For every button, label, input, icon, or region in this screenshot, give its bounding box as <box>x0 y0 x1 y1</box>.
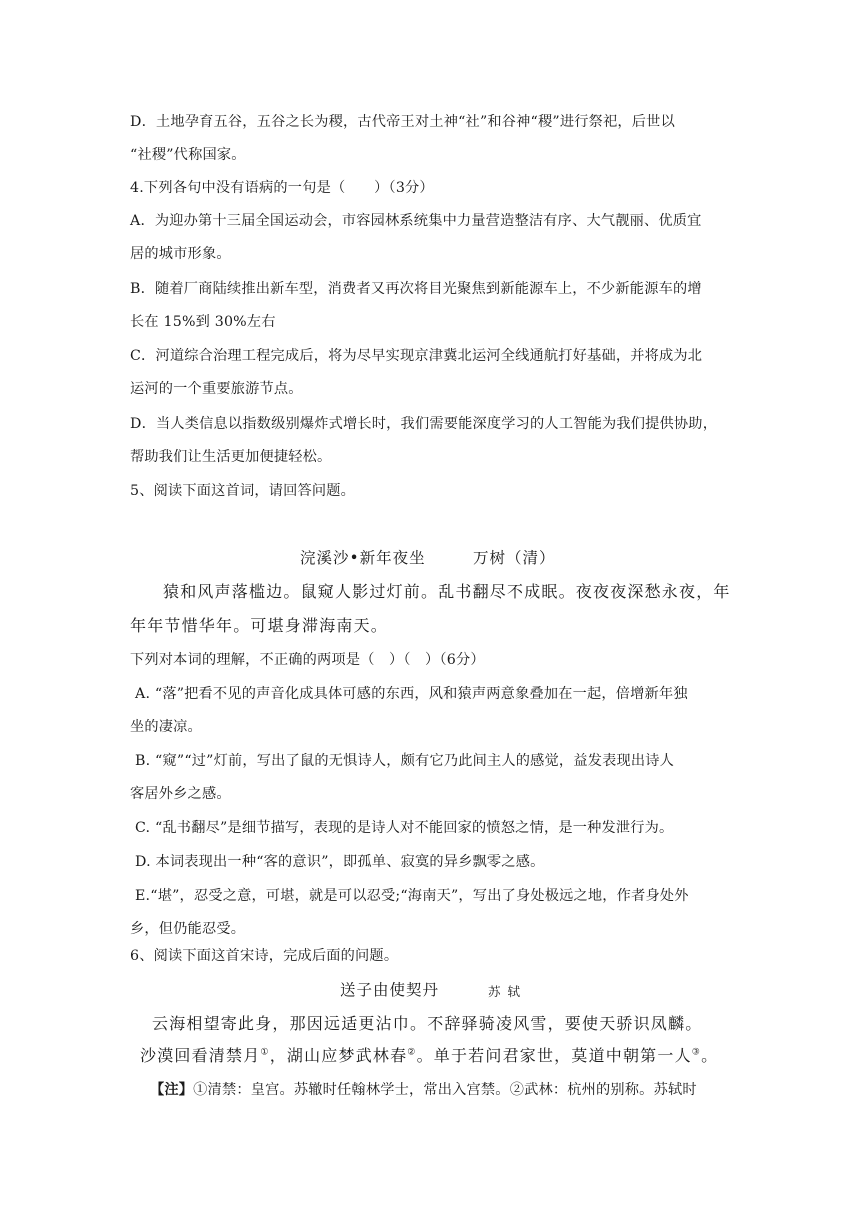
q5-option-e-line2: 乡，但仍能忍受。 <box>130 921 246 937</box>
q4-option-c-line1: C．河道综合治理工程完成后，将为尽早实现京津冀北运河全线通航打好基础，并将成为北 <box>130 348 703 364</box>
q5-option-e-line1: E.“堪”，忍受之意，可堪，就是可以忍受;“海南天”，写出了身处极远之地，作者身处外 <box>135 888 689 904</box>
footnote-marker-3: ③ <box>691 1047 702 1058</box>
footnote-marker-2: ② <box>407 1047 417 1058</box>
q5-question: 下列对本词的理解，不正确的两项是（ ）（ ）（6分） <box>130 652 485 668</box>
q6-poem-title: 送子由使契丹 <box>340 981 440 999</box>
q5-option-a-line1: A. “落”把看不见的声音化成具体可感的东西，风和猿声两意象叠加在一起，倍增新年独 <box>135 686 688 702</box>
q5-option-b-line2: 客居外乡之感。 <box>130 786 231 802</box>
q3-option-d-line2: “社稷”代称国家。 <box>130 147 246 163</box>
q5-option-a-line2: 坐的凄凉。 <box>130 719 202 735</box>
q6-line2-part1: 沙漠回看清禁月 <box>140 1046 261 1065</box>
q4-option-d-line2: 帮助我们让生活更加便捷轻松。 <box>130 449 332 465</box>
q4-option-a-line1: A．为迎办第十三届全国运动会，市容园林系统集中力量营造整洁有序、大气靓丽、优质宜 <box>130 213 702 229</box>
note-text: ①清禁：皇宫。苏辙时任翰林学士，常出入宫禁。②武林：杭州的别称。苏轼时 <box>193 1082 697 1098</box>
q5-poem-line1: 猿和风声落槛边。鼠窥人影过灯前。乱书翻尽不成眠。夜夜夜深愁永夜，年 <box>163 582 731 601</box>
footnote-marker-1: ① <box>260 1047 270 1058</box>
q4-option-b-line1: B．随着厂商陆续推出新车型，消费者又再次将目光聚焦到新能源车上，不少新能源车的增 <box>130 281 702 297</box>
q6-line2-part3: 。单于若问君家世，莫道中朝第一人 <box>416 1046 692 1065</box>
q5-option-c: C. “乱书翻尽”是细节描写，表现的是诗人对不能回家的愤怒之情，是一种发泄行为。 <box>135 820 674 836</box>
q5-stem: 5、阅读下面这首词，请回答问题。 <box>130 483 356 499</box>
q5-poem-line2: 年年节惜华年。可堪身滞海南天。 <box>130 616 389 635</box>
q3-option-d-line1: D．土地孕育五谷，五谷之长为稷，古代帝王对土神“社”和谷神“稷”进行祭祀，后世以 <box>130 114 675 130</box>
q5-poem-title: 浣溪沙•新年夜坐 <box>300 549 426 567</box>
q6-stem: 6、阅读下面这首宋诗，完成后面的问题。 <box>130 948 399 964</box>
q4-stem: 4.下列各句中没有语病的一句是（ ）（3分） <box>130 180 434 196</box>
q6-poem-author: 苏 轼 <box>488 984 522 999</box>
q6-poem-line1: 云海相望寄此身，那因远适更沾巾。不辞驿骑凌风雪，要使天骄识凤麟。 <box>152 1014 703 1033</box>
q5-poem-author: 万树（清） <box>473 549 556 567</box>
q6-line2-part2: ，湖山应梦武林春 <box>269 1046 408 1065</box>
q4-option-c-line2: 运河的一个重要旅游节点。 <box>130 381 303 397</box>
q5-option-b-line1: B. “窥”“过”灯前，写出了鼠的无惧诗人，颇有它乃此间主人的感觉，益发表现出诗人 <box>135 753 675 769</box>
q6-poem-line2 <box>140 1046 718 1066</box>
q5-option-d: D. 本词表现出一种“客的意识”，即孤单、寂寞的异乡飘零之感。 <box>135 854 545 870</box>
q4-option-a-line2: 居的城市形象。 <box>130 246 231 262</box>
q6-line2-part4: 。 <box>701 1046 719 1065</box>
q6-note <box>150 1080 697 1100</box>
q4-option-b-line2: 长在 15%到 30%左右 <box>130 314 276 330</box>
note-tag: 【注】 <box>150 1082 194 1098</box>
q4-option-d-line1: D．当人类信息以指数级别爆炸式增长时，我们需要能深度学习的人工智能为我们提供协助， <box>130 416 718 432</box>
